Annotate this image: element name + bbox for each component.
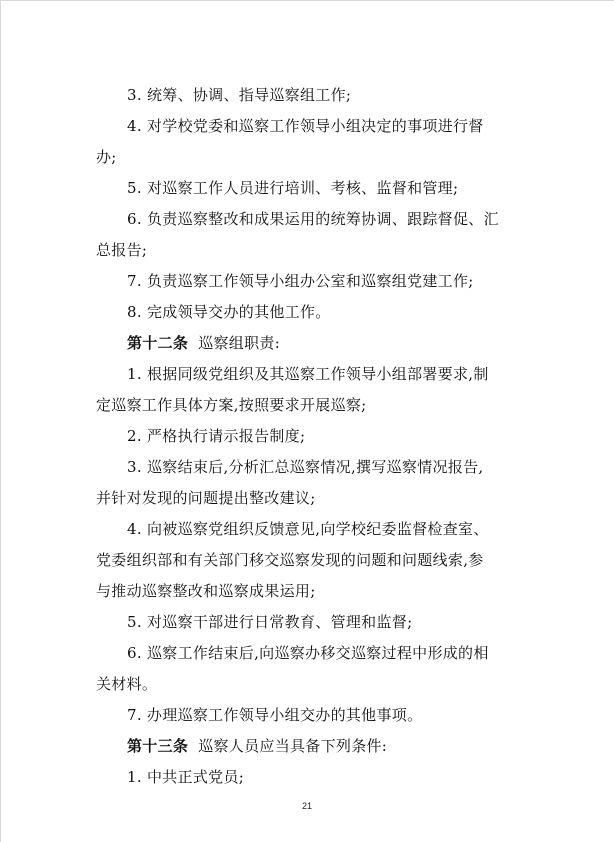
- list-item: 6. 巡察工作结束后,向巡察办移交巡察过程中形成的相: [127, 644, 489, 662]
- page-border-left: [0, 0, 1, 842]
- list-item-continuation: 党委组织部和有关部门移交巡察发现的问题和问题线索,参: [96, 551, 484, 569]
- list-item: 3. 统筹、协调、指导巡察组工作;: [127, 86, 352, 104]
- article-13-title: 巡察人员应当具备下列条件:: [198, 737, 388, 755]
- list-item: 4. 向被巡察党组织反馈意见,向学校纪委监督检查室、: [127, 520, 489, 538]
- document-body: [96, 80, 522, 793]
- article-12-title: 巡察组职责:: [198, 334, 281, 352]
- list-item: 3. 巡察结束后,分析汇总巡察情况,撰写巡察情况报告,: [127, 458, 484, 476]
- list-item: 1. 根据同级党组织及其巡察工作领导小组部署要求,制: [127, 365, 489, 383]
- article-12: [96, 328, 522, 359]
- list-item: 7. 办理巡察工作领导小组交办的其他事项。: [127, 706, 423, 724]
- list-item: 1. 中共正式党员;: [127, 768, 245, 786]
- article-12-heading: 第十二条: [127, 334, 189, 352]
- list-item: 5. 对巡察工作人员进行培训、考核、监督和管理;: [127, 179, 459, 197]
- list-item: 4. 对学校党委和巡察工作领导小组决定的事项进行督: [127, 117, 484, 135]
- article-13: [96, 731, 522, 762]
- list-item-continuation: 并针对发现的问题提出整改建议;: [96, 489, 316, 507]
- list-item: 5. 对巡察干部进行日常教育、管理和监督;: [127, 613, 413, 631]
- list-item: 8. 完成领导交办的其他工作。: [127, 303, 331, 321]
- list-item-continuation: 关材料。: [96, 675, 158, 693]
- list-item: 6. 负责巡察整改和成果运用的统筹协调、跟踪督促、汇: [127, 210, 499, 228]
- list-item-continuation: 总报告;: [96, 241, 148, 259]
- list-item: 2. 严格执行请示报告制度;: [127, 427, 306, 445]
- page-number: 21: [301, 801, 312, 811]
- article-13-heading: 第十三条: [127, 737, 189, 755]
- list-item: 7. 负责巡察工作领导小组办公室和巡察组党建工作;: [127, 272, 474, 290]
- list-item-continuation: 定巡察工作具体方案,按照要求开展巡察;: [96, 396, 367, 414]
- list-item-continuation: 与推动巡察整改和巡察成果运用;: [96, 582, 316, 600]
- list-item-continuation: 办;: [96, 148, 117, 166]
- page-border-top: [0, 0, 614, 1]
